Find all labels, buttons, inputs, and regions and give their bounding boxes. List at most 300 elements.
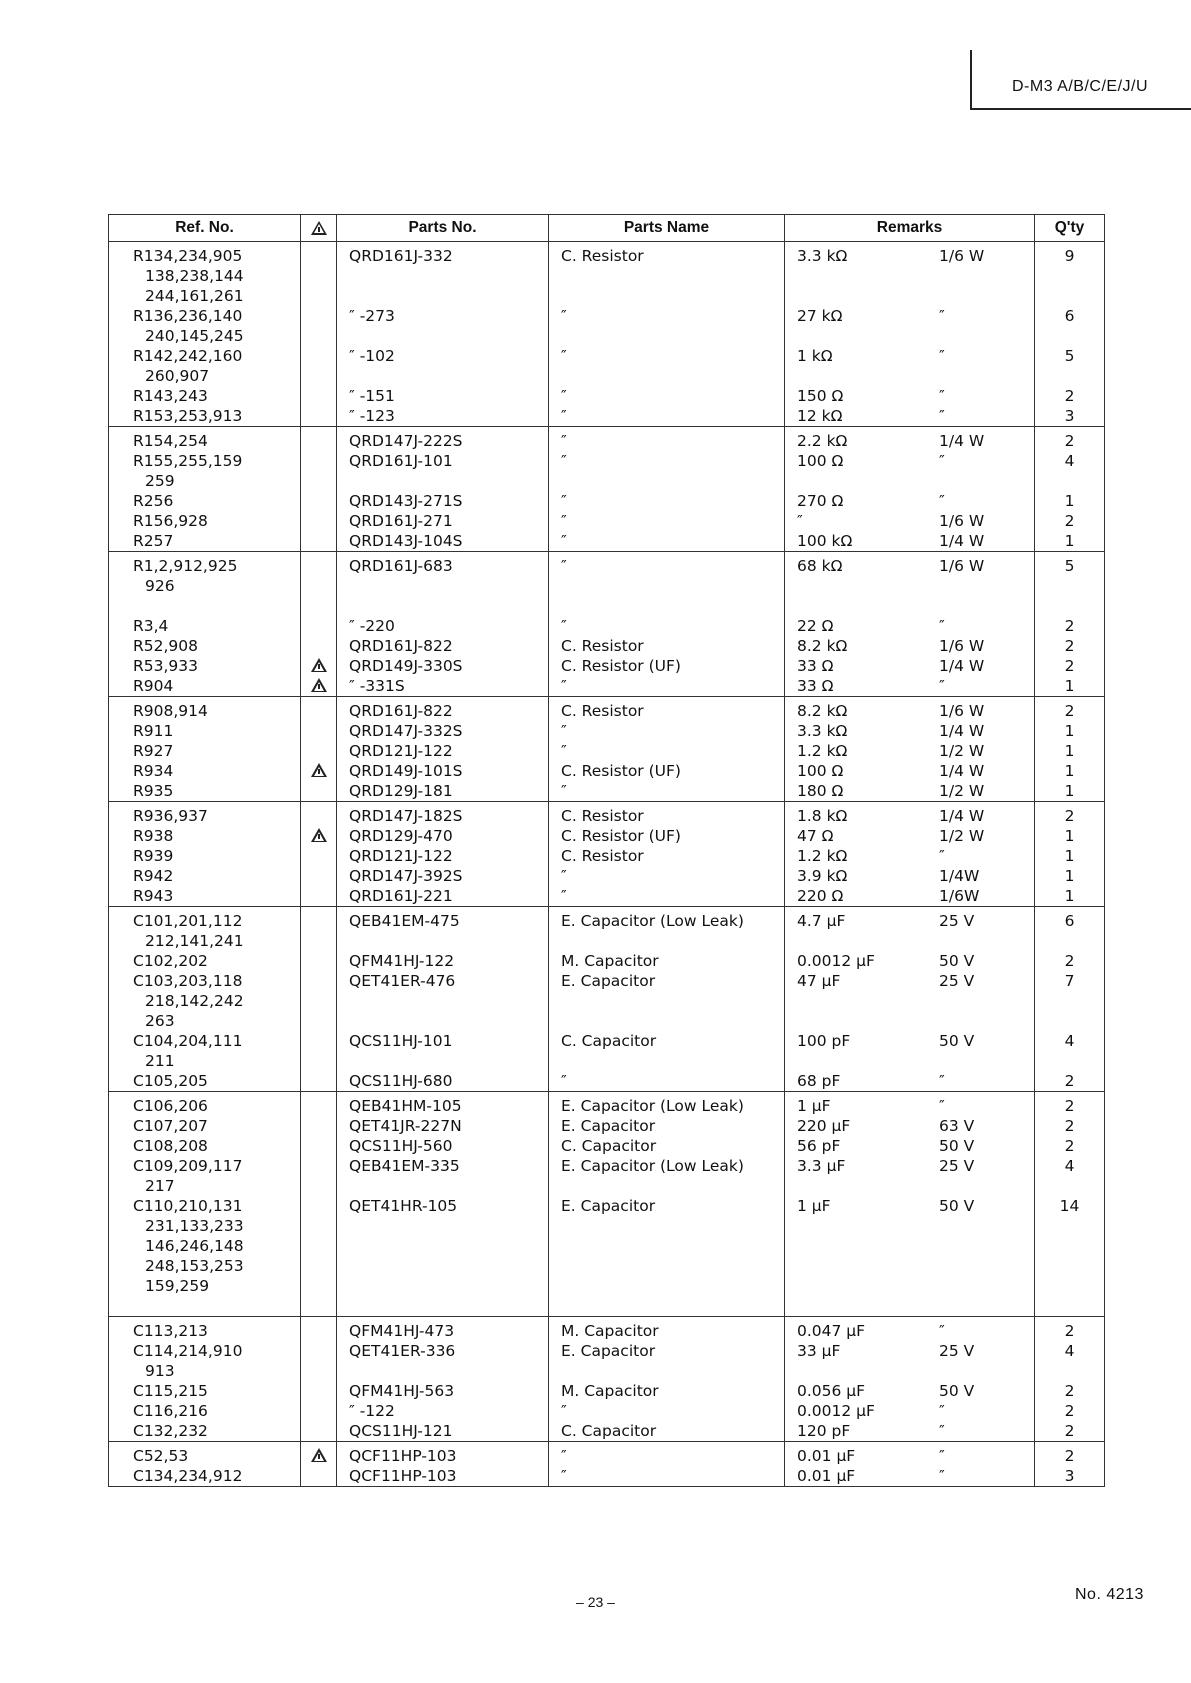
parts-no-cell: [337, 697, 549, 802]
remarks-values: [785, 1031, 1034, 1051]
col-header-safety: [301, 215, 337, 242]
parts-group: [109, 907, 1105, 1092]
remarks-values: [785, 491, 1034, 511]
part-name: C. Resistor: [561, 637, 644, 655]
remark-value: 27 kΩ: [797, 307, 843, 325]
blank-line: [1035, 1361, 1104, 1381]
remark-rating: ″: [939, 492, 945, 510]
quantity: 2: [1064, 512, 1075, 530]
blank-line: [1035, 1216, 1104, 1236]
qty-cell: [1035, 427, 1105, 552]
safety-mark: [301, 1196, 336, 1216]
ref-number: R927: [133, 742, 174, 760]
ref-cell: [109, 907, 301, 1092]
ref-number: R936,937: [133, 807, 208, 825]
part-name: C. Capacitor: [561, 1032, 657, 1050]
part-name: M. Capacitor: [561, 1382, 659, 1400]
remarks-values: [785, 386, 1034, 406]
safety-mark: [301, 1321, 336, 1341]
remark-value: 270 Ω: [797, 492, 844, 510]
table-row: [109, 907, 1105, 1092]
quantity: 1: [1064, 742, 1075, 760]
ref-number: C106,206: [133, 1097, 208, 1115]
table-row: [109, 802, 1105, 907]
ref-number: R156,928: [133, 512, 208, 530]
blank-line: [337, 1361, 548, 1381]
ref-cell: [109, 1092, 301, 1317]
remark-rating: ″: [939, 847, 945, 865]
ref-number: R142,242,160: [133, 347, 243, 365]
safety-warning-icon: [311, 678, 327, 692]
blank-line: [785, 1276, 1034, 1296]
quantity: 9: [1064, 247, 1075, 265]
parts-group: [109, 1317, 1105, 1442]
remark-value: 1 kΩ: [797, 347, 833, 365]
quantity: 1: [1064, 722, 1075, 740]
remark-value: 47 Ω: [797, 827, 834, 845]
blank-line: [301, 286, 336, 306]
ref-number: 159,259: [145, 1277, 210, 1295]
quantity: 2: [1064, 807, 1075, 825]
col-header-qty: Q'ty: [1035, 215, 1105, 242]
parts-no-cell: [337, 1442, 549, 1487]
remark-value: 0.01 μF: [797, 1447, 856, 1465]
safety-cell: [301, 1317, 337, 1442]
ref-number: R257: [133, 532, 174, 550]
remarks-cell: [785, 1317, 1035, 1442]
blank-line: [549, 266, 784, 286]
quantity: 1: [1064, 782, 1075, 800]
part-number: QFM41HJ-122: [349, 952, 455, 970]
remark-rating: ″: [939, 617, 945, 635]
remark-value: 220 μF: [797, 1117, 851, 1135]
remarks-values: [785, 1381, 1034, 1401]
remarks-values: [785, 636, 1034, 656]
quantity: 2: [1064, 952, 1075, 970]
remark-value: 120 pF: [797, 1422, 851, 1440]
remark-value: 0.047 μF: [797, 1322, 866, 1340]
part-name: E. Capacitor: [561, 972, 656, 990]
remark-value: 100 pF: [797, 1032, 851, 1050]
remarks-values: [785, 511, 1034, 531]
parts-no-cell: [337, 242, 549, 427]
ref-number: 248,153,253: [145, 1257, 244, 1275]
safety-warning-icon: [311, 1448, 327, 1462]
blank-line: [337, 366, 548, 386]
quantity: 5: [1064, 557, 1075, 575]
blank-line: [549, 366, 784, 386]
ref-cell: [109, 1317, 301, 1442]
blank-line: [337, 991, 548, 1011]
safety-mark: [301, 511, 336, 531]
safety-mark: [301, 556, 336, 576]
part-number: QCS11HJ-560: [349, 1137, 453, 1155]
safety-cell: [301, 1442, 337, 1487]
part-number: QEB41HM-105: [349, 1097, 462, 1115]
quantity: 5: [1064, 347, 1075, 365]
ref-number: C104,204,111: [133, 1032, 243, 1050]
blank-line: [301, 1011, 336, 1031]
part-number: ″ -102: [349, 347, 395, 365]
blank-line: [337, 1216, 548, 1236]
remark-value: 3.3 kΩ: [797, 722, 848, 740]
remark-rating: ″: [939, 387, 945, 405]
blank-line: [785, 366, 1034, 386]
remark-value: 8.2 kΩ: [797, 702, 848, 720]
blank-line: [549, 931, 784, 951]
part-number: QFM41HJ-563: [349, 1382, 455, 1400]
ref-number: 217: [145, 1177, 175, 1195]
remark-value: 1.8 kΩ: [797, 807, 848, 825]
ref-number: 218,142,242: [145, 992, 244, 1010]
quantity: 2: [1064, 617, 1075, 635]
qty-cell: [1035, 697, 1105, 802]
remark-rating: ″: [939, 452, 945, 470]
remark-rating: ″: [939, 307, 945, 325]
remarks-values: [785, 866, 1034, 886]
part-name: ″: [561, 1072, 567, 1090]
blank-line: [337, 596, 548, 616]
remark-value: 33 Ω: [797, 657, 834, 675]
remark-value: 0.0012 μF: [797, 952, 875, 970]
blank-line: [1035, 326, 1104, 346]
part-number: ″ -273: [349, 307, 395, 325]
part-name: ″: [561, 557, 567, 575]
remarks-values: [785, 1466, 1034, 1486]
part-name: ″: [561, 407, 567, 425]
part-name: C. Resistor: [561, 847, 644, 865]
remark-value: 68 pF: [797, 1072, 841, 1090]
blank-line: [785, 266, 1034, 286]
quantity: 6: [1064, 307, 1075, 325]
ref-number: 240,145,245: [145, 327, 244, 345]
blank-line: [785, 596, 1034, 616]
qty-cell: [1035, 802, 1105, 907]
remark-value: 33 μF: [797, 1342, 841, 1360]
remark-rating: 1/4 W: [939, 722, 985, 740]
col-header-parts-no: Parts No.: [337, 215, 549, 242]
safety-cell: [301, 1092, 337, 1317]
part-number: QFM41HJ-473: [349, 1322, 455, 1340]
part-number: QRD161J-101: [349, 452, 453, 470]
remark-rating: 1/2 W: [939, 782, 985, 800]
ref-cell: [109, 427, 301, 552]
quantity: 1: [1064, 762, 1075, 780]
remarks-values: [785, 431, 1034, 451]
table-header-row: [109, 215, 1105, 242]
part-name: C. Resistor (UF): [561, 657, 681, 675]
parts-no-cell: [337, 907, 549, 1092]
safety-mark: [301, 1031, 336, 1051]
part-name: C. Resistor: [561, 702, 644, 720]
quantity: 4: [1064, 1032, 1075, 1050]
ref-number: 259: [145, 472, 175, 490]
remark-value: 100 kΩ: [797, 532, 853, 550]
part-number: QRD161J-822: [349, 702, 453, 720]
part-number: QRD143J-271S: [349, 492, 463, 510]
quantity: 2: [1064, 1137, 1075, 1155]
safety-mark: [301, 676, 336, 696]
blank-line: [549, 596, 784, 616]
safety-mark: [301, 1421, 336, 1441]
ref-number: 244,161,261: [145, 287, 244, 305]
quantity: 2: [1064, 1422, 1075, 1440]
ref-number: 260,907: [145, 367, 210, 385]
blank-line: [301, 1216, 336, 1236]
table-row: [109, 1317, 1105, 1442]
remark-rating: ″: [939, 1402, 945, 1420]
blank-line: [337, 1256, 548, 1276]
parts-list-table: [108, 214, 1105, 1487]
safety-warning-icon: [311, 221, 327, 235]
remarks-cell: [785, 242, 1035, 427]
table-row: [109, 242, 1105, 427]
remarks-values: [785, 246, 1034, 266]
ref-number: R134,234,905: [133, 247, 243, 265]
blank-line: [1035, 1176, 1104, 1196]
remarks-values: [785, 1341, 1034, 1361]
parts-name-cell: [549, 1442, 785, 1487]
remark-rating: 1/4 W: [939, 657, 985, 675]
remark-value: 150 Ω: [797, 387, 844, 405]
quantity: 2: [1064, 637, 1075, 655]
remarks-values: [785, 656, 1034, 676]
safety-cell: [301, 907, 337, 1092]
ref-number: C134,234,912: [133, 1467, 243, 1485]
ref-cell: [109, 242, 301, 427]
safety-mark: [301, 761, 336, 781]
remarks-values: [785, 1196, 1034, 1216]
quantity: 14: [1059, 1197, 1080, 1215]
part-name: ″: [561, 307, 567, 325]
parts-no-cell: [337, 1317, 549, 1442]
remarks-values: [785, 1071, 1034, 1091]
safety-mark: [301, 1096, 336, 1116]
ref-number: R155,255,159: [133, 452, 243, 470]
remark-value: 180 Ω: [797, 782, 844, 800]
parts-name-cell: [549, 907, 785, 1092]
ref-number: R934: [133, 762, 174, 780]
ref-number: C132,232: [133, 1422, 208, 1440]
part-name: C. Resistor (UF): [561, 827, 681, 845]
remark-rating: 50 V: [939, 952, 975, 970]
remark-value: 1.2 kΩ: [797, 742, 848, 760]
safety-mark: [301, 1156, 336, 1176]
part-number: ″ -220: [349, 617, 395, 635]
qty-cell: [1035, 552, 1105, 697]
safety-mark: [301, 781, 336, 801]
blank-line: [1035, 991, 1104, 1011]
ref-number: C101,201,112: [133, 912, 243, 930]
remark-value: 220 Ω: [797, 887, 844, 905]
remark-rating: ″: [939, 407, 945, 425]
quantity: 2: [1064, 1447, 1075, 1465]
blank-line: [785, 991, 1034, 1011]
remark-rating: ″: [939, 347, 945, 365]
safety-mark: [301, 636, 336, 656]
quantity: 1: [1064, 532, 1075, 550]
part-number: ″ -151: [349, 387, 395, 405]
parts-no-cell: [337, 802, 549, 907]
remark-value: 0.056 μF: [797, 1382, 866, 1400]
remark-value: 22 Ω: [797, 617, 834, 635]
part-name: ″: [561, 742, 567, 760]
safety-mark: [301, 1071, 336, 1091]
blank-line: [1035, 266, 1104, 286]
remarks-values: [785, 951, 1034, 971]
safety-mark: [301, 826, 336, 846]
part-number: QCS11HJ-101: [349, 1032, 453, 1050]
part-name: ″: [561, 532, 567, 550]
part-number: ″ -123: [349, 407, 395, 425]
model-number: D-M3 A/B/C/E/J/U: [1012, 78, 1149, 95]
safety-mark: [301, 346, 336, 366]
safety-mark: [301, 531, 336, 551]
blank-line: [337, 1011, 548, 1031]
ref-number: C114,214,910: [133, 1342, 243, 1360]
part-number: QRD121J-122: [349, 742, 453, 760]
remark-value: 12 kΩ: [797, 407, 843, 425]
safety-mark: [301, 1341, 336, 1361]
part-number: QRD149J-330S: [349, 657, 463, 675]
remark-value: 3.9 kΩ: [797, 867, 848, 885]
blank-line: [785, 471, 1034, 491]
ref-number: R935: [133, 782, 174, 800]
part-name: ″: [561, 1402, 567, 1420]
quantity: 1: [1064, 847, 1075, 865]
part-number: ″ -331S: [349, 677, 405, 695]
blank-line: [1035, 366, 1104, 386]
ref-number: C105,205: [133, 1072, 208, 1090]
remarks-cell: [785, 552, 1035, 697]
ref-number: 211: [145, 1052, 175, 1070]
remarks-values: [785, 806, 1034, 826]
ref-number: R911: [133, 722, 174, 740]
blank-line: [785, 931, 1034, 951]
blank-line: [337, 286, 548, 306]
quantity: 2: [1064, 1322, 1075, 1340]
blank-line: [1035, 596, 1104, 616]
remarks-values: [785, 616, 1034, 636]
qty-cell: [1035, 907, 1105, 1092]
ref-cell: [109, 552, 301, 697]
safety-mark: [301, 886, 336, 906]
blank-line: [785, 1216, 1034, 1236]
safety-mark: [301, 1116, 336, 1136]
remarks-values: [785, 676, 1034, 696]
ref-number: C52,53: [133, 1447, 189, 1465]
remarks-values: [785, 1421, 1034, 1441]
ref-number: 146,246,148: [145, 1237, 244, 1255]
blank-line: [549, 1296, 784, 1316]
blank-line: [549, 1176, 784, 1196]
safety-mark: [301, 846, 336, 866]
part-number: QRD161J-271: [349, 512, 453, 530]
safety-mark: [301, 721, 336, 741]
remark-value: 0.0012 μF: [797, 1402, 875, 1420]
remarks-values: [785, 531, 1034, 551]
remark-rating: ″: [939, 1447, 945, 1465]
quantity: 3: [1064, 407, 1075, 425]
parts-no-cell: [337, 427, 549, 552]
remarks-cell: [785, 697, 1035, 802]
remark-value: 47 μF: [797, 972, 841, 990]
table-row: [109, 427, 1105, 552]
ref-number: C113,213: [133, 1322, 208, 1340]
blank-line: [549, 1361, 784, 1381]
blank-line: [1035, 1011, 1104, 1031]
ref-number: [109, 596, 300, 616]
ref-number: R939: [133, 847, 174, 865]
part-number: QRD147J-222S: [349, 432, 463, 450]
col-header-remarks: Remarks: [785, 215, 1035, 242]
part-name: E. Capacitor: [561, 1197, 656, 1215]
remark-rating: 1/6 W: [939, 702, 985, 720]
part-name: ″: [561, 512, 567, 530]
part-name: C. Capacitor: [561, 1422, 657, 1440]
quantity: 2: [1064, 1097, 1075, 1115]
parts-name-cell: [549, 802, 785, 907]
remarks-cell: [785, 802, 1035, 907]
blank-line: [337, 1276, 548, 1296]
model-header-box: [970, 50, 1191, 110]
remarks-values: [785, 1136, 1034, 1156]
remark-value: 100 Ω: [797, 762, 844, 780]
remark-rating: 50 V: [939, 1032, 975, 1050]
blank-line: [785, 1296, 1034, 1316]
safety-cell: [301, 697, 337, 802]
remark-value: 1 μF: [797, 1197, 831, 1215]
safety-mark: [301, 431, 336, 451]
remarks-values: [785, 406, 1034, 426]
blank-line: [301, 1296, 336, 1316]
remark-rating: ″: [939, 1467, 945, 1485]
ref-number: 231,133,233: [145, 1217, 244, 1235]
part-number: QRD149J-101S: [349, 762, 463, 780]
part-name: ″: [561, 1467, 567, 1485]
blank-line: [785, 286, 1034, 306]
blank-line: [301, 1256, 336, 1276]
qty-cell: [1035, 1442, 1105, 1487]
parts-group: [109, 427, 1105, 552]
blank-line: [337, 576, 548, 596]
remarks-values: [785, 1446, 1034, 1466]
quantity: 2: [1064, 1402, 1075, 1420]
part-name: ″: [561, 722, 567, 740]
ref-number: R904: [133, 677, 174, 695]
safety-mark: [301, 701, 336, 721]
ref-number: R256: [133, 492, 174, 510]
remark-value: 3.3 μF: [797, 1157, 846, 1175]
part-name: M. Capacitor: [561, 1322, 659, 1340]
part-name: M. Capacitor: [561, 952, 659, 970]
part-number: QRD121J-122: [349, 847, 453, 865]
remark-rating: 1/6 W: [939, 637, 985, 655]
ref-number: 212,141,241: [145, 932, 244, 950]
remarks-values: [785, 971, 1034, 991]
remark-rating: 50 V: [939, 1382, 975, 1400]
part-number: ″ -122: [349, 1402, 395, 1420]
blank-line: [301, 266, 336, 286]
part-name: ″: [561, 617, 567, 635]
parts-group: [109, 802, 1105, 907]
remark-rating: ″: [939, 1097, 945, 1115]
ref-cell: [109, 802, 301, 907]
remark-value: 2.2 kΩ: [797, 432, 848, 450]
remarks-values: [785, 741, 1034, 761]
remarks-values: [785, 761, 1034, 781]
remark-rating: 50 V: [939, 1197, 975, 1215]
